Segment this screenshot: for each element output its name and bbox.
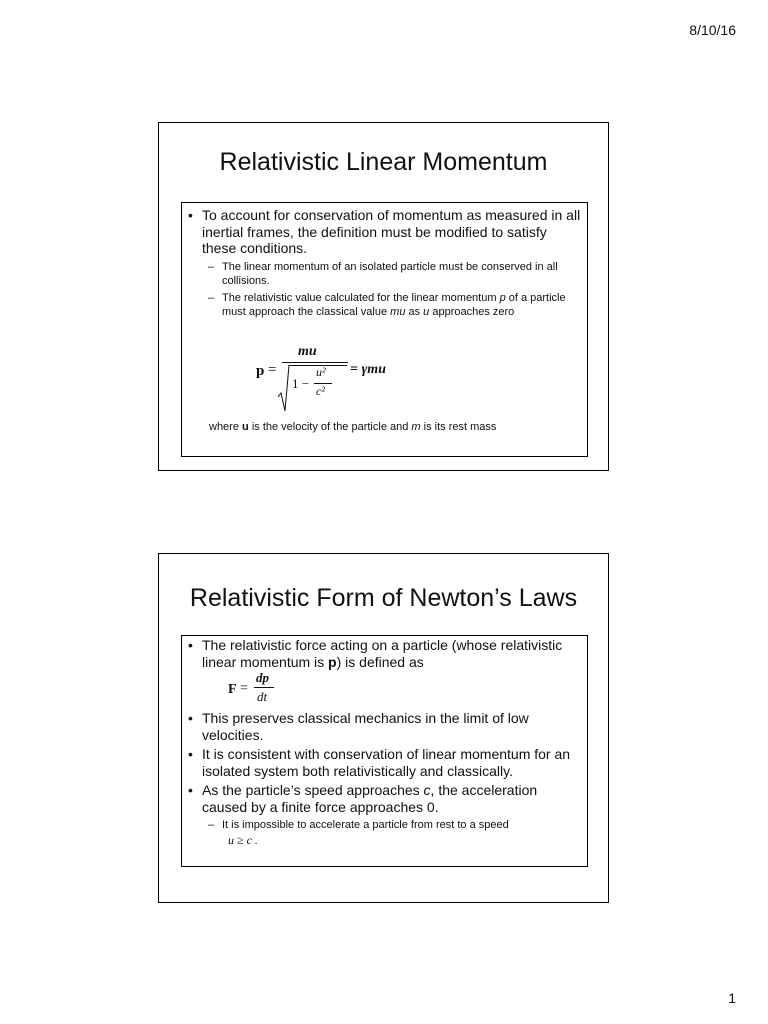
slide-title: Relativistic Linear Momentum: [219, 148, 548, 176]
speed-inequality: u ≥ c .: [228, 832, 258, 847]
slide-content-box: [181, 202, 588, 457]
bullet-conservation: • It is consistent with conservation of linear momentum for an isolated system both relativistically and classically.: [182, 746, 583, 779]
slide-relativistic-linear-momentum: [158, 122, 609, 471]
sub-bullet-conserved: – The linear momentum of an isolated particle must be conserved in all collisions.: [182, 260, 583, 289]
force-equation: F = dp dt: [228, 670, 587, 710]
sub-bullet-classical-limit: – The relativistic value calculated for the linear momentum p of a particle must approach the classical value mu as u approaches zero: [182, 291, 583, 320]
sub-bullet-impossible: – It is impossible to accelerate a particle from rest to a speed: [182, 818, 583, 833]
bullet-acceleration: • As the particle’s speed approaches c, the acceleration caused by a finite force approaches 0.: [182, 782, 583, 815]
page-number: 1: [728, 990, 736, 1006]
bullet-force-definition: • The relativistic force acting on a particle (whose relativistic linear momentum is p) is defined as: [182, 637, 583, 670]
header-date: 8/10/16: [689, 22, 736, 38]
slide-relativistic-newton-laws: [158, 553, 609, 903]
bullet-main: • To account for conservation of momentum as measured in all inertial frames, the definition must be modified to satisfy these conditions.: [182, 207, 583, 257]
sqrt-sign: [278, 365, 290, 413]
slide-title: Relativistic Form of Newton’s Laws: [189, 584, 578, 612]
slide-content-box: [181, 635, 588, 867]
bullet-classical-limit: • This preserves classical mechanics in the limit of low velocities.: [182, 710, 583, 743]
momentum-equation: p = mu 1 − u² c² = γmu: [256, 353, 396, 415]
where-note: where u is the velocity of the particle and m is its rest mass: [209, 421, 497, 433]
